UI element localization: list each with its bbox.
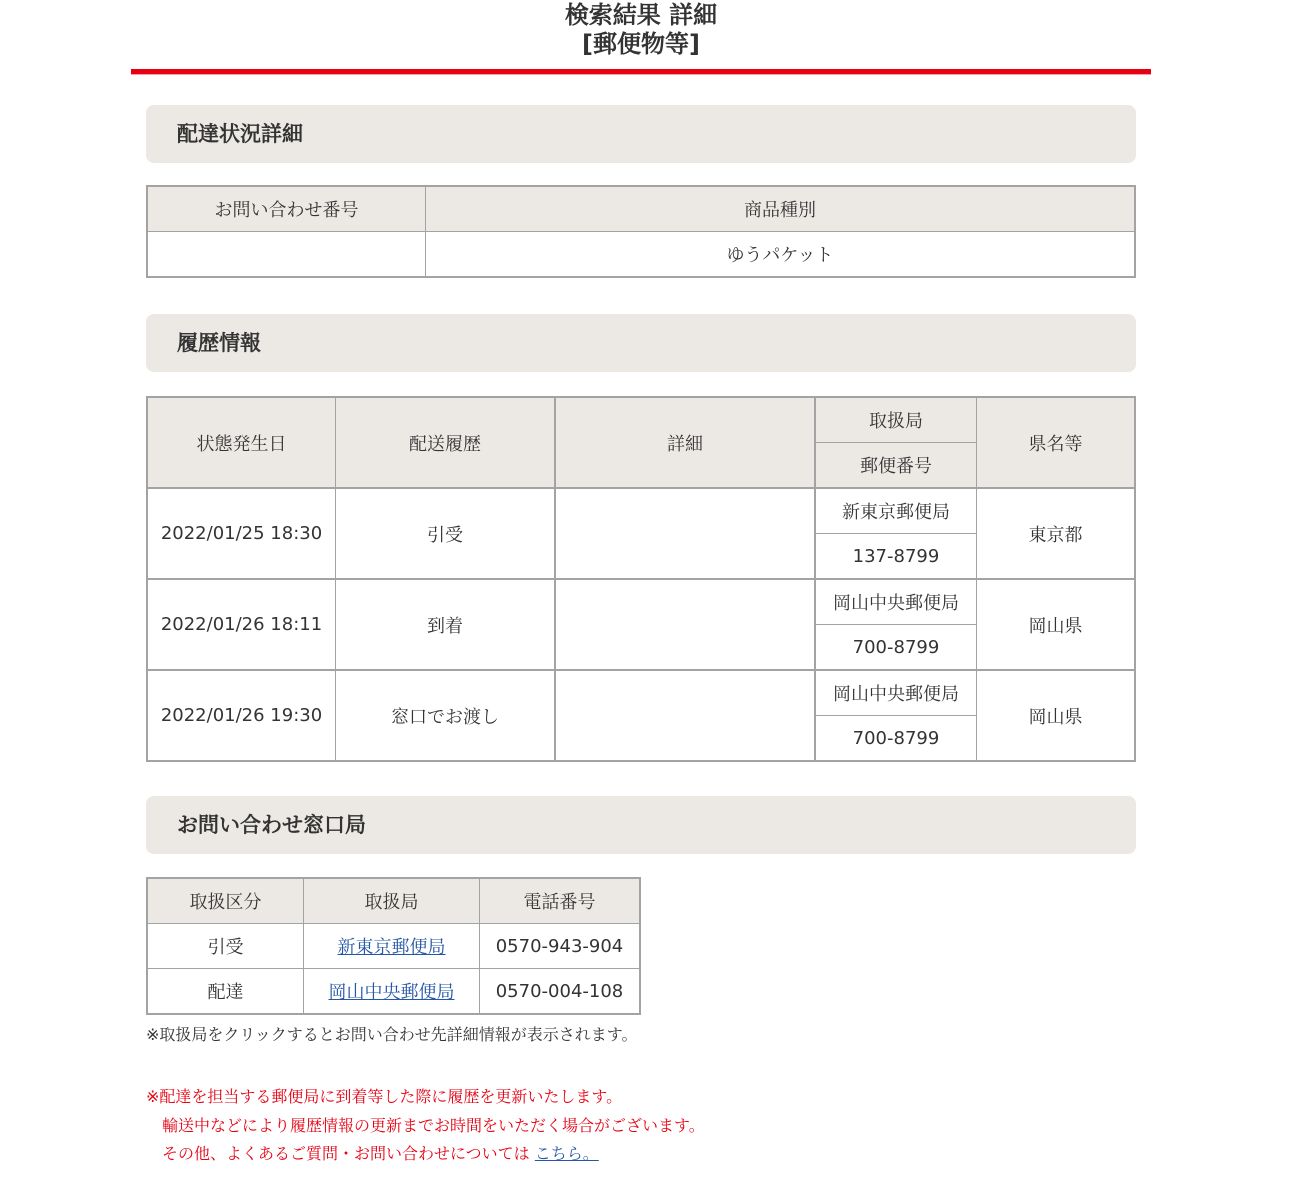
history-date: 2022/01/26 18:11 [147,579,336,670]
history-detail [555,488,815,579]
section-title: 配達状況詳細 [177,122,303,146]
column-header-detail: 詳細 [555,397,815,488]
table-header-row [147,397,1135,443]
contact-note: ※取扱局をクリックするとお問い合わせ先詳細情報が表示されます。 [146,1025,638,1044]
notice-block [146,1083,705,1169]
section-title: 履歴情報 [177,331,261,355]
column-header-prefecture: 県名等 [977,397,1136,488]
history-date: 2022/01/26 19:30 [147,670,336,761]
history-office: 新東京郵便局 [815,488,977,534]
page-title: 検索結果 詳細 [564,1,718,29]
history-office: 岡山中央郵便局 [815,670,977,716]
notice-line: ※配達を担当する郵便局に到着等した際に履歴を更新いたします。 [146,1087,623,1106]
section-header-contact-office [146,796,1136,854]
column-header-date: 状態発生日 [147,397,336,488]
column-header-tracking-number: お問い合わせ番号 [147,186,426,232]
title-divider [131,69,1151,75]
history-event: 引受 [336,488,556,579]
notice-line: 輸送中などにより履歴情報の更新までお時間をいただく場合がございます。 [162,1115,705,1135]
office-link-okayama-chuo[interactable]: 岡山中央郵便局 [328,982,455,1003]
table-header-row [147,186,1135,232]
page-header [131,0,1151,75]
contact-office-table [146,877,641,1015]
table-row [147,579,1135,625]
page-subtitle: [郵便物等] [582,30,700,58]
contact-phone: 0570-943-904 [480,924,641,969]
table-row [147,969,640,1015]
history-office: 岡山中央郵便局 [815,579,977,625]
column-header-event: 配送履歴 [336,397,556,488]
column-header-product-type: 商品種別 [426,186,1136,232]
notice-text: その他、よくあるご質問・お問い合わせについては [162,1144,530,1163]
contact-category: 配達 [147,969,304,1015]
table-row [147,488,1135,534]
notice-line [146,1140,705,1169]
section-header-delivery-status [146,105,1136,163]
table-header-row [147,878,640,924]
column-header-postal-code: 郵便番号 [815,443,977,489]
tracking-number-value [147,232,426,278]
history-postal-code: 700-8799 [815,625,977,671]
column-header-category: 取扱区分 [147,878,304,924]
table-row [147,232,1135,278]
history-prefecture: 岡山県 [977,579,1136,670]
contact-office-cell [304,969,480,1015]
column-header-office: 取扱局 [304,878,480,924]
office-link-shin-tokyo[interactable]: 新東京郵便局 [337,937,446,958]
product-type-value: ゆうパケット [426,232,1136,278]
history-detail [555,670,815,761]
table-row [147,924,640,969]
contact-office-cell [304,924,480,969]
history-postal-code: 700-8799 [815,716,977,762]
history-event: 窓口でお渡し [336,670,556,761]
history-prefecture: 岡山県 [977,670,1136,761]
delivery-status-table [146,185,1136,278]
history-detail [555,579,815,670]
column-header-office: 取扱局 [815,397,977,443]
table-row [147,670,1135,716]
contact-phone: 0570-004-108 [480,969,641,1015]
column-header-phone: 電話番号 [480,878,641,924]
history-prefecture: 東京都 [977,488,1136,579]
section-title: お問い合わせ窓口局 [177,813,366,837]
section-header-history [146,314,1136,372]
history-table [146,396,1136,762]
history-postal-code: 137-8799 [815,534,977,580]
history-date: 2022/01/25 18:30 [147,488,336,579]
faq-link[interactable]: こちら。 [534,1144,599,1163]
contact-category: 引受 [147,924,304,969]
history-event: 到着 [336,579,556,670]
